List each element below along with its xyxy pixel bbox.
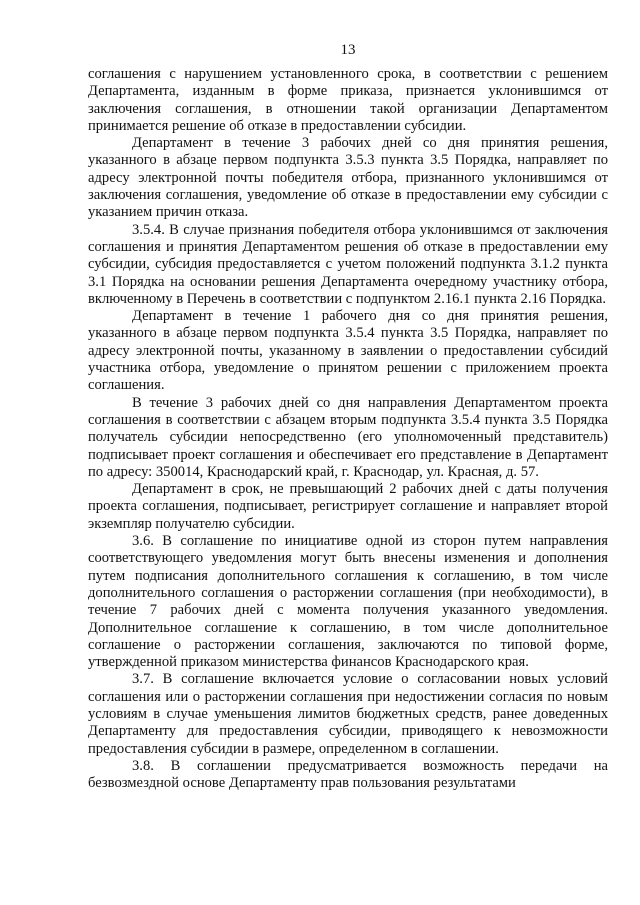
paragraph-refusal-notice: Департамент в течение 3 рабочих дней со дня принятия решения, указанного в абзаце первом подпункта 3.5.3 пункта 3.5 Порядка, направляет по адресу электронной почты победителя отбора, признанного уклонившимся от заключения соглашения, уведомление об отказе в предоставлении ему субсидии с указанием причин отказа.: [88, 135, 608, 221]
paragraph-next-participant-notice: Департамент в течение 1 рабочего дня со дня принятия решения, указанного в абзаце первом подпункта 3.5.4 пункта 3.5 Порядка, направляет по адресу электронной почты, указанному в заявлении о предоставлении субсидий участника отбора, уведомление о принятом решении с приложением проекта соглашения.: [88, 308, 608, 394]
paragraph-3-8: 3.8. В соглашении предусматривается возможность передачи на безвозмездной основе Департаменту прав пользования результатами: [88, 757, 608, 792]
paragraph-3-7: 3.7. В соглашение включается условие о согласовании новых условий соглашения или о расторжении соглашения при недостижении согласия по новым условиям в случае уменьшения лимитов бюджетных средств, ранее доведенных Департаменту для предоставления субсидии, приводящего к невозможности предоставления субсидии в размере, определенном в соглашении.: [88, 671, 608, 757]
page-number: 13: [340, 42, 356, 58]
paragraph-registration: Департамент в срок, не превышающий 2 рабочих дней с даты получения проекта соглашения, подписывает, регистрирует соглашение и направляет второй экземпляр получателю субсидии.: [88, 481, 608, 532]
paragraph-3-5-4: 3.5.4. В случае признания победителя отбора уклонившимся от заключения соглашения и принятия Департаментом решения об отказе в предоставлении ему субсидии, субсидия предоставляется с учетом положений подпункта 3.1.2 пункта 3.1 Порядка на основании решения Департамента очередному участнику отбора, включенному в Перечень в соответствии с подпунктом 2.16.1 пункта 2.16 Порядка.: [88, 221, 608, 307]
paragraph-3-6: 3.6. В соглашение по инициативе одной из сторон путем направления соответствующего уведомления могут быть внесены изменения и дополнения путем подписания дополнительного соглашения к соглашению, в том числе дополнительного соглашения о расторжении соглашения (при необходимости), в течение 7 рабочих дней с момента получения указанного уведомления. Дополнительное соглашение к соглашению, в том числе дополнительное соглашение о расторжении соглашения, заключаются по типовой форме, утвержденной приказом министерства финансов Краснодарского края.: [88, 533, 608, 671]
paragraph-signing-deadline: В течение 3 рабочих дней со дня направления Департаментом проекта соглашения в соответствии с абзацем вторым подпункта 3.5.4 пункта 3.5 Порядка получатель субсидии непосредственно (его уполномоченный представитель) подписывает проект соглашения и обеспечивает его представление в Департамент по адресу: 350014, Краснодарский край, г. Краснодар, ул. Красная, д. 57.: [88, 394, 608, 480]
document-page: [88, 0, 608, 905]
document-body: [88, 66, 608, 792]
paragraph-continuation: соглашения с нарушением установленного срока, в соответствии с решением Департамента, изданным в форме приказа, признается уклонившимся от заключения соглашения, в отношении такой организации Департаментом принимается решение об отказе в предоставлении субсидии.: [88, 66, 608, 134]
